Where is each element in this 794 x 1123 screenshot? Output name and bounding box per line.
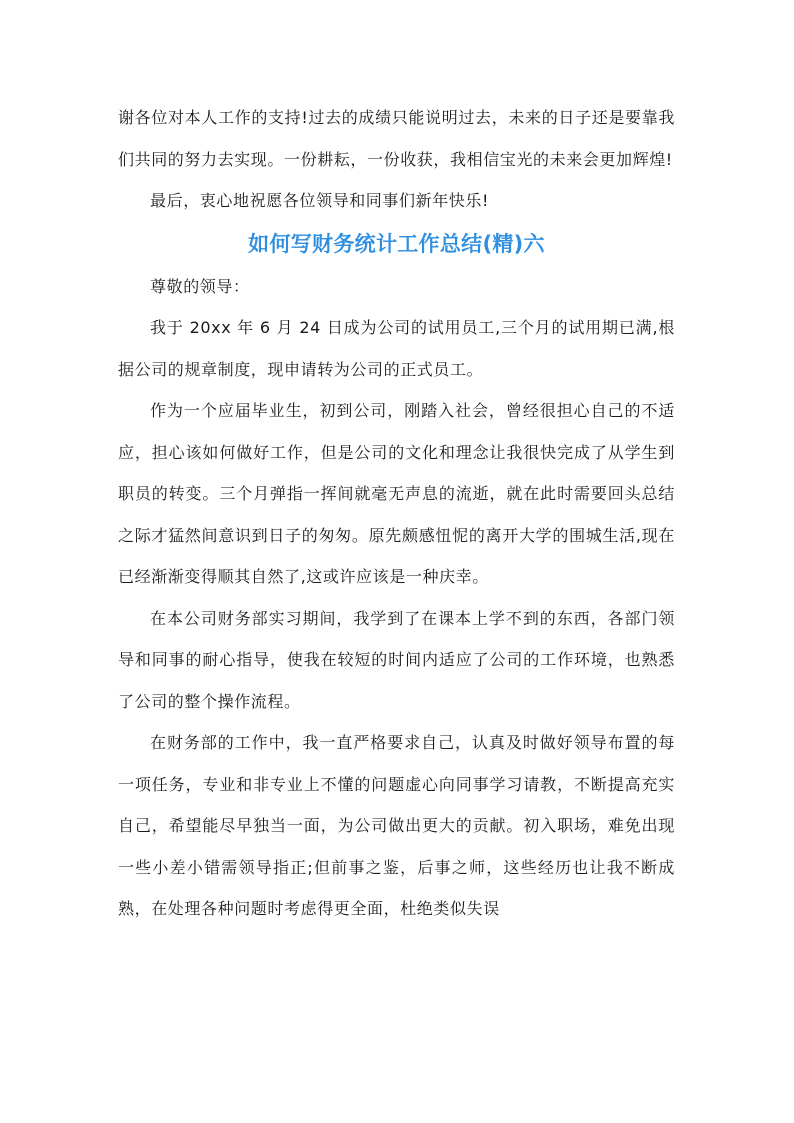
paragraph-finance-work: 在财务部的工作中，我一直严格要求自己，认真及时做好领导布置的每一项任务，专业和非专业上不懂的问题虚心向同事学习请教，不断提高充实自己，希望能尽早独当一面，为公司做出更大的贡献。初入职场，难免出现一些小差小错需领导指正;但前事之鉴，后事之师，这些经历也让我不断成熟，在处理各种问题时考虑得更全面，杜绝类似失误 <box>118 733 675 918</box>
document-body <box>118 97 675 930</box>
paragraph-internship: 在本公司财务部实习期间，我学到了在课本上学不到的东西，各部门领导和同事的耐心指导，使我在较短的时间内适应了公司的工作环境，也熟悉了公司的整个操作流程。 <box>118 608 675 711</box>
paragraph-new-year-wish: 最后，衷心地祝愿各位领导和同事们新年快乐! <box>150 191 490 210</box>
paragraph-probation: 我于 20xx 年 6 月 24 日成为公司的试用员工,三个月的试用期已满,根据公司的规章制度，现申请转为公司的正式员工。 <box>118 318 675 379</box>
salutation: 尊敬的领导： <box>150 276 250 296</box>
paragraph-graduate: 作为一个应届毕业生，初到公司，刚踏入社会，曾经很担心自己的不适应，担心该如何做好工作，但是公司的文化和理念让我很快完成了从学生到职员的转变。三个月弹指一挥间就毫无声息的流逝，就在此时需要回头总结之际才猛然间意识到日子的匆匆。原先颇感忸怩的离开大学的围城生活,现在已经渐渐变得顺其自然了,这或许应该是一种庆幸。 <box>118 401 675 586</box>
paragraph-closing-thanks: 谢各位对本人工作的支持!过去的成绩只能说明过去，未来的日子还是要靠我们共同的努力去实现。一份耕耘，一份收获，我相信宝光的未来会更加辉煌! <box>118 108 675 169</box>
section-title: 如何写财务统计工作总结(精)六 <box>248 231 545 256</box>
